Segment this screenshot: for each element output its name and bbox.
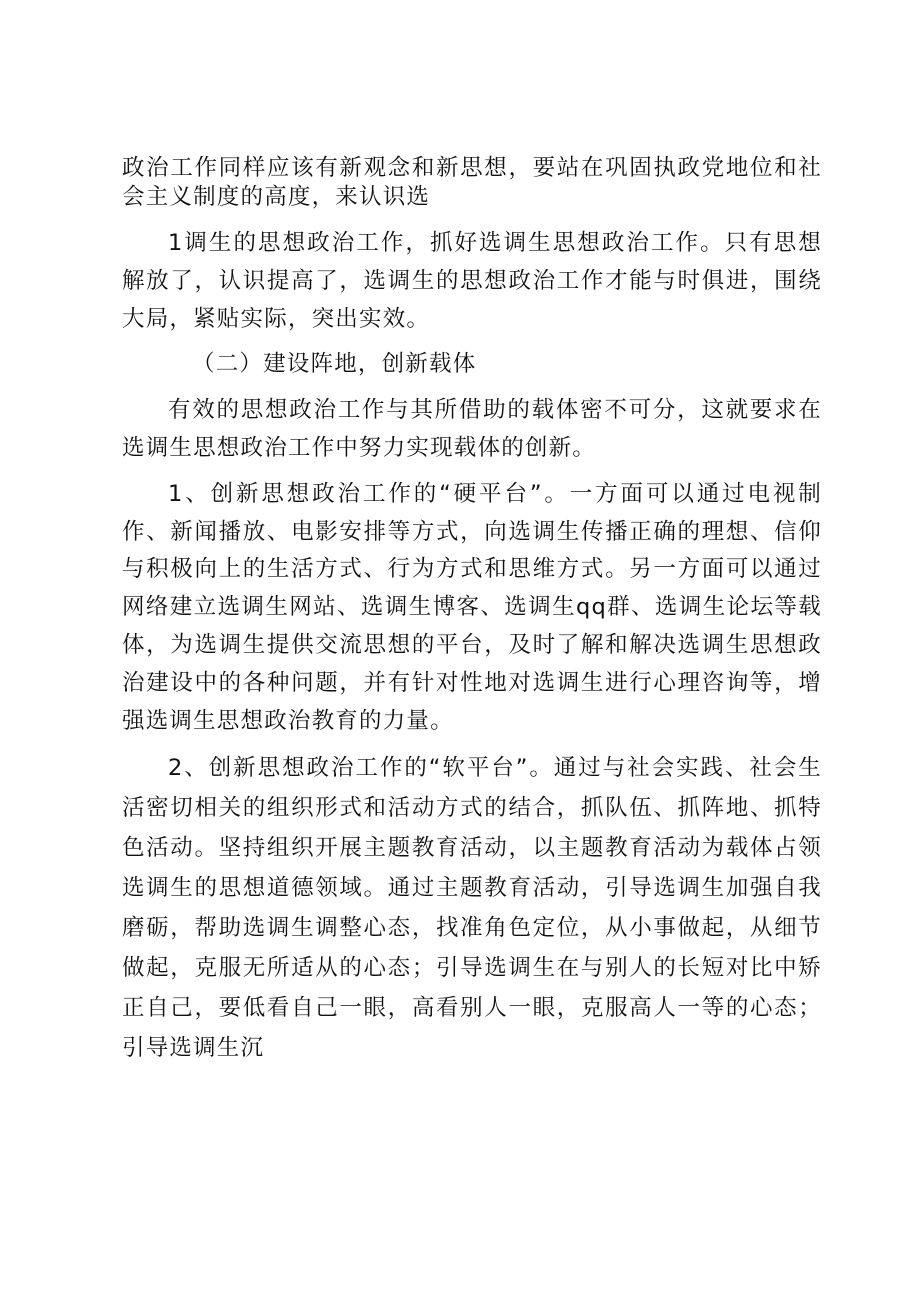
paragraph-carrier-innovation: 有效的思想政治工作与其所借助的载体密不可分，这就要求在选调生思想政治工作中努力实现载体的创新。 [122, 397, 822, 461]
document-body [122, 154, 822, 1068]
paragraph-continuation: 政治工作同样应该有新观念和新思想，要站在巩固执政党地位和社会主义制度的高度，来认识选 [122, 155, 822, 210]
section-heading-build-platform: （二）建设阵地，创新载体 [192, 351, 477, 378]
paragraph-soft-platform: 2、创新思想政治工作的“软平台”。通过与社会实践、社会生活密切相关的组织形式和活动方式的结合，抓队伍、抓阵地、抓特色活动。坚持组织开展主题教育活动，以主题教育活动为载体占领选调生的思想道德领域。通过主题教育活动，引导选调生加强自我磨砺，帮助选调生调整心态，找准角色定位，从小事做起，从细节做起，克服无所适从的心态；引导选调生在与别人的长短对比中矫正自己，要低看自己一眼，高看别人一眼，克服高人一等的心态；引导选调生沉 [122, 755, 822, 1062]
paragraph-thought-liberation: 1调生的思想政治工作，抓好选调生思想政治工作。只有思想解放了，认识提高了，选调生的思想政治工作才能与时俱进，围绕大局，紧贴实际，突出实效。 [122, 230, 822, 332]
paragraph-hard-platform: 1、创新思想政治工作的“硬平台”。一方面可以通过电视制作、新闻播放、电影安排等方式，向选调生传播正确的理想、信仰与积极向上的生活方式、行为方式和思维方式。另一方面可以通过网络建立选调生网站、选调生博客、选调生qq群、选调生论坛等载体，为选调生提供交流思想的平台，及时了解和解决选调生思想政治建设中的各种问题，并有针对性地对选调生进行心理咨询等，增强选调生思想政治教育的力量。 [122, 480, 822, 734]
